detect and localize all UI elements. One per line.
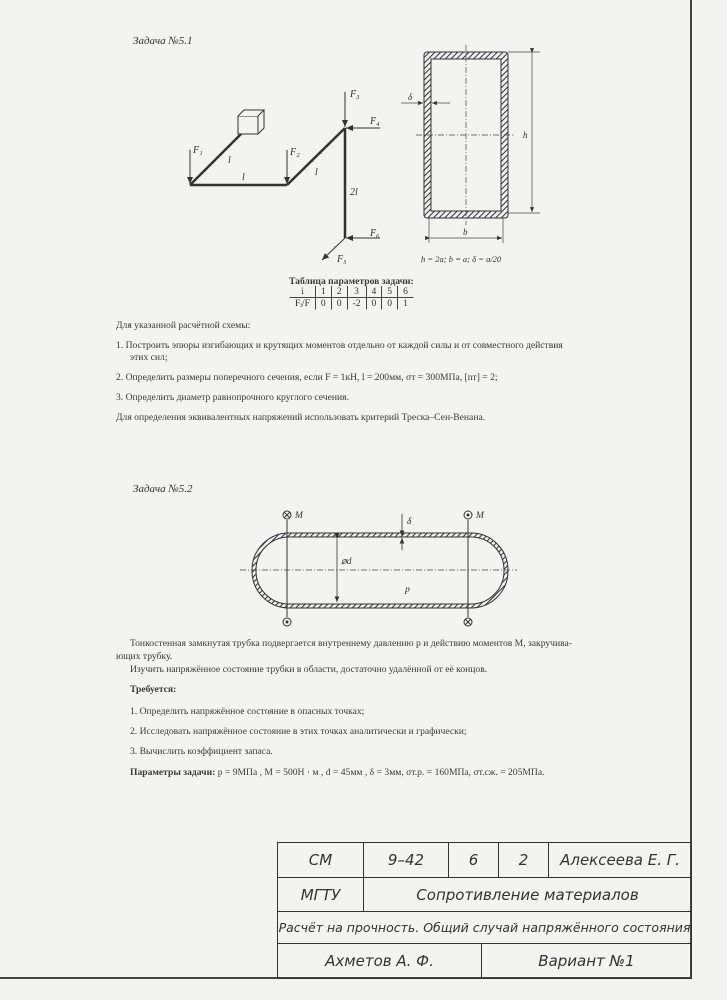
moment-out-icon bbox=[464, 511, 472, 519]
label-diameter: ⌀d bbox=[341, 557, 352, 567]
task2-item-3: 3. Вычислить коэффициент запаса. bbox=[130, 746, 273, 757]
label-f6: F₆ bbox=[370, 228, 380, 239]
task2-para1: Тонкостенная замкнутая трубка подвергается внутреннему давлению p и действию моментов M, закручива- bbox=[130, 638, 572, 649]
section-formula: h = 2a; b = a; δ = a/20 bbox=[421, 254, 502, 264]
label-l: l bbox=[315, 167, 318, 178]
label-delta: δ bbox=[407, 517, 412, 527]
label-l: l bbox=[242, 172, 245, 183]
task2-params bbox=[130, 767, 545, 778]
task2-item-2: 2. Исследовать напряжённое состояние в этих точках аналитически и графически; bbox=[130, 726, 467, 737]
label-l: l bbox=[228, 155, 231, 166]
moment-into-icon bbox=[283, 511, 291, 519]
fixed-support-cube-icon bbox=[238, 110, 264, 134]
label-2l: 2l bbox=[350, 187, 358, 198]
tube-diagram bbox=[0, 490, 727, 635]
label-f2: F₂ bbox=[290, 147, 300, 158]
task1-diagram bbox=[0, 0, 727, 280]
label-f4: F₄ bbox=[370, 116, 380, 127]
label-pressure: p bbox=[405, 585, 410, 595]
stamp-cell-4: 2 bbox=[499, 843, 549, 878]
task1-intro: Для указанной расчётной схемы: bbox=[116, 320, 251, 331]
label-f5: F₅ bbox=[337, 254, 347, 265]
moment-into-icon bbox=[464, 618, 472, 626]
label-delta: δ bbox=[408, 92, 413, 102]
stamp-teacher: Ахметов А. Ф. bbox=[278, 944, 482, 978]
task1-item-1-cont: этих сил; bbox=[130, 352, 168, 363]
task1-item-1: 1. Построить эпюры изгибающих и крутящих моментов отдельно от каждой силы и от совместного действия bbox=[116, 340, 563, 351]
stamp-group: 9–42 bbox=[364, 843, 449, 878]
box-cross-section bbox=[401, 45, 540, 243]
stamp-variant: Вариант №1 bbox=[538, 952, 635, 970]
spatial-frame bbox=[190, 128, 345, 238]
stamp-topic: Расчёт на прочность. Общий случай напряжённого состояния bbox=[278, 912, 691, 944]
stamp-subject: Сопротивление материалов bbox=[364, 878, 691, 912]
stamp-cell-3: 6 bbox=[449, 843, 499, 878]
table-caption: Таблица параметров задачи: bbox=[289, 276, 414, 287]
task1-title: Задача №5.1 bbox=[133, 35, 193, 47]
task2-required: Требуется: bbox=[130, 684, 177, 695]
label-f3: F₃ bbox=[350, 89, 360, 100]
title-block bbox=[277, 842, 692, 979]
label-b: b bbox=[463, 227, 468, 237]
table-header-row: i 1 2 3 4 5 6 bbox=[290, 286, 413, 298]
params-values: p = 9МПа , M = 500Н · м , d = 45мм , δ = 3мм, σт.р. = 160МПа, σт.сж. = 205МПа. bbox=[217, 767, 545, 778]
params-label: Параметры задачи: bbox=[130, 767, 216, 778]
task2-para2: Изучить напряжённое состояние трубки в области, достаточно удалённой от её концов. bbox=[130, 664, 488, 675]
task1-item-3: 3. Определить диаметр равнопрочного круглого сечения. bbox=[116, 392, 349, 403]
moment-out-icon bbox=[283, 618, 291, 626]
label-f1: F₁ bbox=[193, 145, 203, 156]
label-m: M bbox=[476, 511, 484, 521]
task2-para1-cont: ющих трубку. bbox=[116, 651, 173, 662]
task2-title: Задача №5.2 bbox=[133, 483, 193, 495]
label-h: h bbox=[523, 130, 528, 140]
table-row: Fᵢ/F 0 0 -2 0 0 1 bbox=[290, 298, 413, 310]
stamp-dept: СМ bbox=[278, 843, 364, 878]
label-m: M bbox=[295, 511, 303, 521]
task1-item-2: 2. Определить размеры поперечного сечения, если F = 1кН, l = 200мм, σт = 300МПа, [nт] = 2; bbox=[116, 372, 498, 383]
parameter-table bbox=[290, 286, 413, 309]
task2-item-1: 1. Определить напряжённое состояние в опасных точках; bbox=[130, 706, 365, 717]
task1-note: Для определения эквивалентных напряжений использовать критерий Треска–Сен-Венана. bbox=[116, 412, 486, 423]
stamp-student: Алексеева Е. Г. bbox=[549, 843, 691, 878]
stamp-university: МГТУ bbox=[278, 878, 364, 912]
